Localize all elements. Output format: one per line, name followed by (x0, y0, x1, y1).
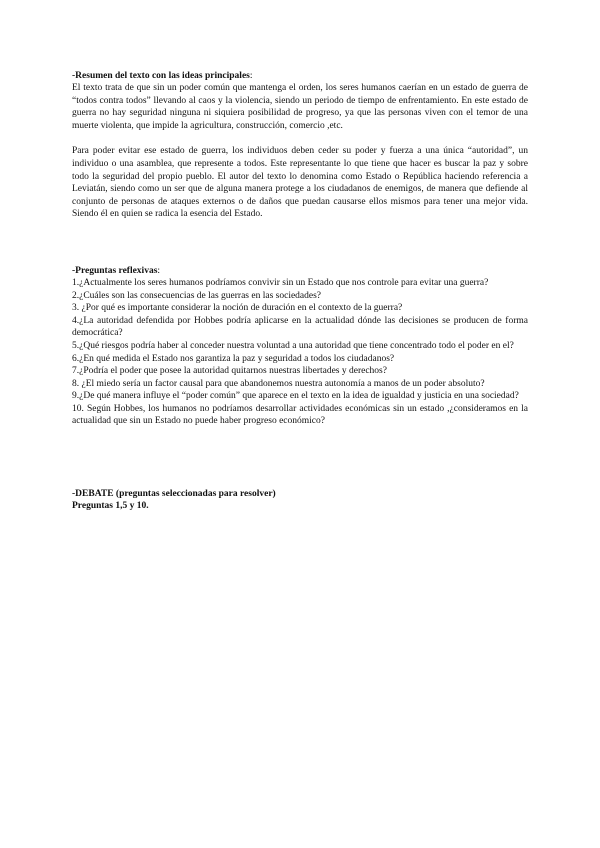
questions-heading (72, 265, 528, 277)
question-item: 10. Según Hobbes, los humanos no podríamos desarrollar actividades económicas sin un estado ,¿consideramos en la actualidad que sin un Estado no puede haber progreso económico? (72, 403, 528, 427)
summary-paragraph-2: Para poder evitar ese estado de guerra, los individuos deben ceder su poder y fuerza a una única “autoridad”, un individuo o una asamblea, que represente a todos. Este representante lo que tiene que hacer es buscar la paz y sobre todo la seguridad del propio pueblo. El autor del texto lo denomina como Estado o República haciendo referencia a Leviatán, siendo como un ser que de alguna manera protege a los ciudadanos de enemigos, de manera que defiende al conjunto de personas de ataques externos o de daños que puedan causarse ellos mismos para tener una mejor vida. Siendo él en quien se radica la esencia del Estado. (72, 146, 528, 220)
summary-heading-text: -Resumen del texto con las ideas principales (72, 71, 250, 81)
question-item: 5.¿Qué riesgos podría haber al conceder nuestra voluntad a una autoridad que tiene concentrado todo el poder en el? (72, 340, 514, 351)
questions-heading-suffix: : (157, 265, 161, 276)
question-item: 3. ¿Por qué es importante considerar la noción de duración en el contexto de la guerra? (72, 303, 403, 314)
questions-heading-text: -Preguntas reflexivas (72, 265, 158, 276)
question-item: 1.¿Actualmente los seres humanos podríamos convivir sin un Estado que nos controle para evitar una guerra? (72, 277, 489, 288)
debate-heading: -DEBATE (preguntas seleccionadas para resolver) (72, 489, 276, 500)
question-item: 8. ¿El miedo sería un factor causal para que abandonemos nuestra autonomía a manos de un poder absoluto? (72, 378, 485, 389)
summary-heading (72, 70, 528, 82)
questions-list (72, 277, 528, 428)
question-item: 2.¿Cuáles son las consecuencias de las guerras en las sociedades? (72, 290, 322, 301)
question-item: 9.¿De qué manera influye el “poder común” que aparece en el texto en la idea de igualdad y justicia en una sociedad? (72, 391, 519, 402)
summary-heading-suffix: : (249, 71, 253, 81)
debate-selection: Preguntas 1,5 y 10. (72, 501, 149, 512)
question-item: 7.¿Podría el poder que posee la autoridad quitarnos nuestras libertades y derechos? (72, 366, 387, 377)
question-item: 6.¿En qué medida el Estado nos garantiza la paz y seguridad a todos los ciudadanos? (72, 353, 395, 364)
summary-paragraph-1: El texto trata de que sin un poder común que mantenga el orden, los seres humanos caerían en un estado de guerra de “todos contra todos” llevando al caos y la violencia, siendo un periodo de tiempo de enfrentamiento. En este estado de guerra no hay seguridad ninguna ni siquiera posibilidad de progreso, ya que las personas viven con el temor de una muerte violenta, que impide la agricultura, construcción, comercio ,etc. (72, 83, 528, 131)
question-item: 4.¿La autoridad defendida por Hobbes podría aplicarse en la actualidad dónde las decisiones se producen de forma democrática? (72, 315, 528, 339)
